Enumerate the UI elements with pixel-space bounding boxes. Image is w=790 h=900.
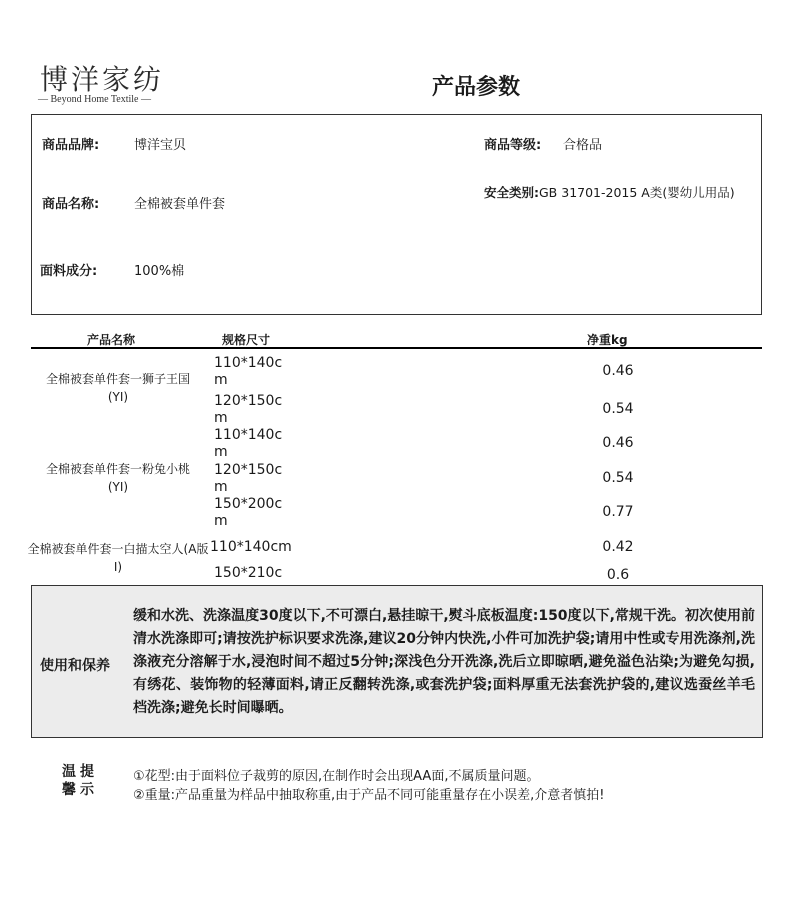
tip-item: ①花型:由于面料位子裁剪的原因,在制作时会出现AA面,不属质量问题。 xyxy=(133,769,540,784)
size-cell: 120*150cm xyxy=(214,462,283,495)
brand-tagline: — Beyond Home Textile — xyxy=(38,94,151,105)
safety-label: 安全类别: xyxy=(484,185,539,200)
table-header-rule xyxy=(31,347,762,349)
size-cell: 110*140cm xyxy=(214,427,283,460)
care-label: 使用和保养 xyxy=(40,658,110,674)
tip-item: ②重量:产品重量为样品中抽取称重,由于产品不同可能重量存在小误差,介意者慎拍! xyxy=(133,788,605,803)
page-title: 产品参数 xyxy=(432,75,521,100)
brand-value: 博洋宝贝 xyxy=(134,138,187,153)
size-cell: 110*140cm xyxy=(214,355,283,388)
size-cell: 110*140cm xyxy=(210,539,292,555)
weight-cell: 0.54 xyxy=(602,401,634,417)
fabric-label: 面料成分: xyxy=(40,264,98,279)
size-cell: 120*150cm xyxy=(214,393,283,426)
tips-label: 温提馨示 xyxy=(62,764,98,798)
product-row-name: 全棉被套单件套一白描太空人(A版I) xyxy=(27,542,209,574)
grade-label: 商品等级: xyxy=(484,138,542,153)
size-cell: 150*210c xyxy=(214,565,283,581)
brand-label: 商品品牌: xyxy=(42,138,100,153)
weight-cell: 0.46 xyxy=(602,363,634,379)
weight-cell: 0.77 xyxy=(602,504,634,520)
weight-cell: 0.42 xyxy=(602,539,634,555)
product-name-label: 商品名称: xyxy=(42,197,100,212)
safety-category xyxy=(484,184,739,202)
weight-cell: 0.6 xyxy=(606,567,630,583)
care-instructions-text: 缓和水洗、洗涤温度30度以下,不可漂白,悬挂晾干,熨斗底板温度:150度以下,常规干洗。初次使用前清水洗涤即可;请按洗护标识要求洗涤,建议20分钟内快洗,小件可加洗护袋;请用中性或专用洗涤剂,洗涤液充分溶解于水,浸泡时间不超过5分钟;深浅色分开洗涤,洗后立即晾晒,避免溢色沾染;为避免勾损,有绣花、装饰物的轻薄面料,请正反翻转洗涤,或套洗护袋;面料厚重无法套洗护袋的,建议选蚕丝羊毛档洗涤;避免长时间曝晒。 xyxy=(133,608,755,716)
column-header-name: 产品名称 xyxy=(87,333,136,347)
fabric-value: 100%棉 xyxy=(134,264,185,279)
brand-logo: 博洋家纺 xyxy=(40,63,165,96)
product-row-name: 全棉被套单件套一狮子王国(YI) xyxy=(45,372,190,404)
safety-value: GB 31701-2015 A类(婴幼儿用品) xyxy=(539,185,735,200)
product-row-name: 全棉被套单件套一粉兔小桃(YI) xyxy=(45,462,190,494)
weight-cell: 0.46 xyxy=(602,435,634,451)
product-name-value: 全棉被套单件套 xyxy=(134,197,226,212)
size-cell: 150*200cm xyxy=(214,496,283,529)
weight-cell: 0.54 xyxy=(602,470,634,486)
column-header-size: 规格尺寸 xyxy=(222,333,271,347)
column-header-weight: 净重kg xyxy=(587,333,628,347)
grade-value: 合格品 xyxy=(563,138,603,153)
